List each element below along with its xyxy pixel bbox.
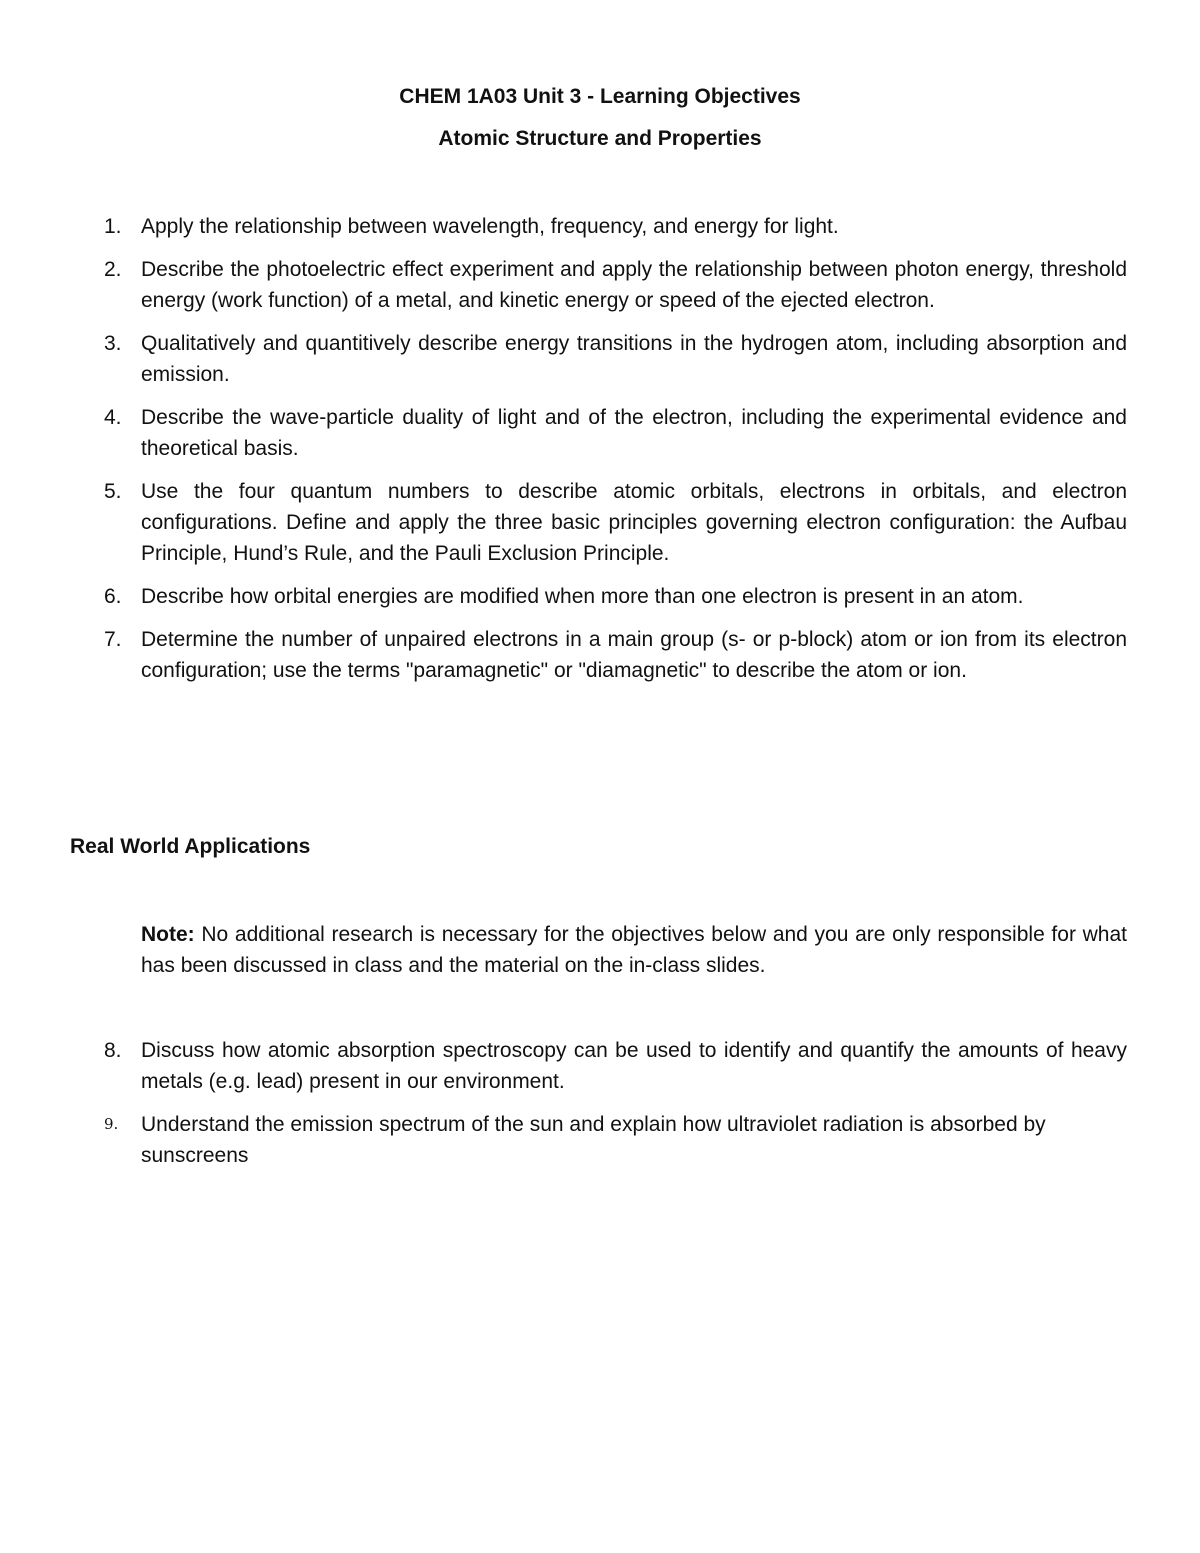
objective-number: 5. [104,480,122,503]
note-paragraph [141,919,1127,981]
note-label: Note: [141,923,195,946]
objective-number: 3. [104,332,122,355]
objective-text: Describe the photoelectric effect experiment and apply the relationship between photon energy, threshold energy (work function) of a metal, and kinetic energy or speed of the ejected electron. [141,258,1127,312]
application-number: 8. [104,1039,122,1062]
objective-item [0,211,1127,242]
objective-number: 6. [104,585,122,608]
application-item [0,1035,1127,1097]
objective-item [0,624,1127,686]
objective-text: Apply the relationship between wavelength, frequency, and energy for light. [141,215,839,238]
objective-text: Determine the number of unpaired electrons in a main group (s- or p-block) atom or ion from its electron configuration; use the terms "paramagnetic" or "diamagnetic" to describe the atom or ion. [141,628,1127,682]
objective-item [0,476,1127,569]
objective-number: 1. [104,215,122,238]
application-number: 9. [104,1115,119,1133]
objective-number: 2. [104,258,122,281]
objectives-list [0,211,1200,698]
section-heading: Real World Applications [70,835,311,858]
note-text: No additional research is necessary for the objectives below and you are only responsible for what has been discussed in class and the material on the in-class slides. [141,923,1127,977]
objective-item [0,254,1127,316]
objective-text: Qualitatively and quantitively describe energy transitions in the hydrogen atom, including absorption and emission. [141,332,1127,386]
objective-number: 7. [104,628,122,651]
objective-text: Describe the wave-particle duality of light and of the electron, including the experimental evidence and theoretical basis. [141,406,1127,460]
application-text: Discuss how atomic absorption spectroscopy can be used to identify and quantify the amounts of heavy metals (e.g. lead) present in our environment. [141,1039,1127,1093]
application-item [0,1109,1127,1171]
objective-item [0,328,1127,390]
applications-list [0,1035,1200,1183]
objective-text: Describe how orbital energies are modified when more than one electron is present in an atom. [141,585,1024,608]
application-text: Understand the emission spectrum of the sun and explain how ultraviolet radiation is absorbed by sunscreens [141,1113,1046,1167]
objective-item [0,581,1127,612]
objective-text: Use the four quantum numbers to describe atomic orbitals, electrons in orbitals, and electron configurations. Define and apply the three basic principles governing electron configuration: the Aufbau Principle, Hund’s Rule, and the Pauli Exclusion Principle. [141,480,1127,565]
objective-item [0,402,1127,464]
document-subtitle: Atomic Structure and Properties [438,127,762,150]
objective-number: 4. [104,406,122,429]
document-title: CHEM 1A03 Unit 3 - Learning Objectives [399,85,801,108]
